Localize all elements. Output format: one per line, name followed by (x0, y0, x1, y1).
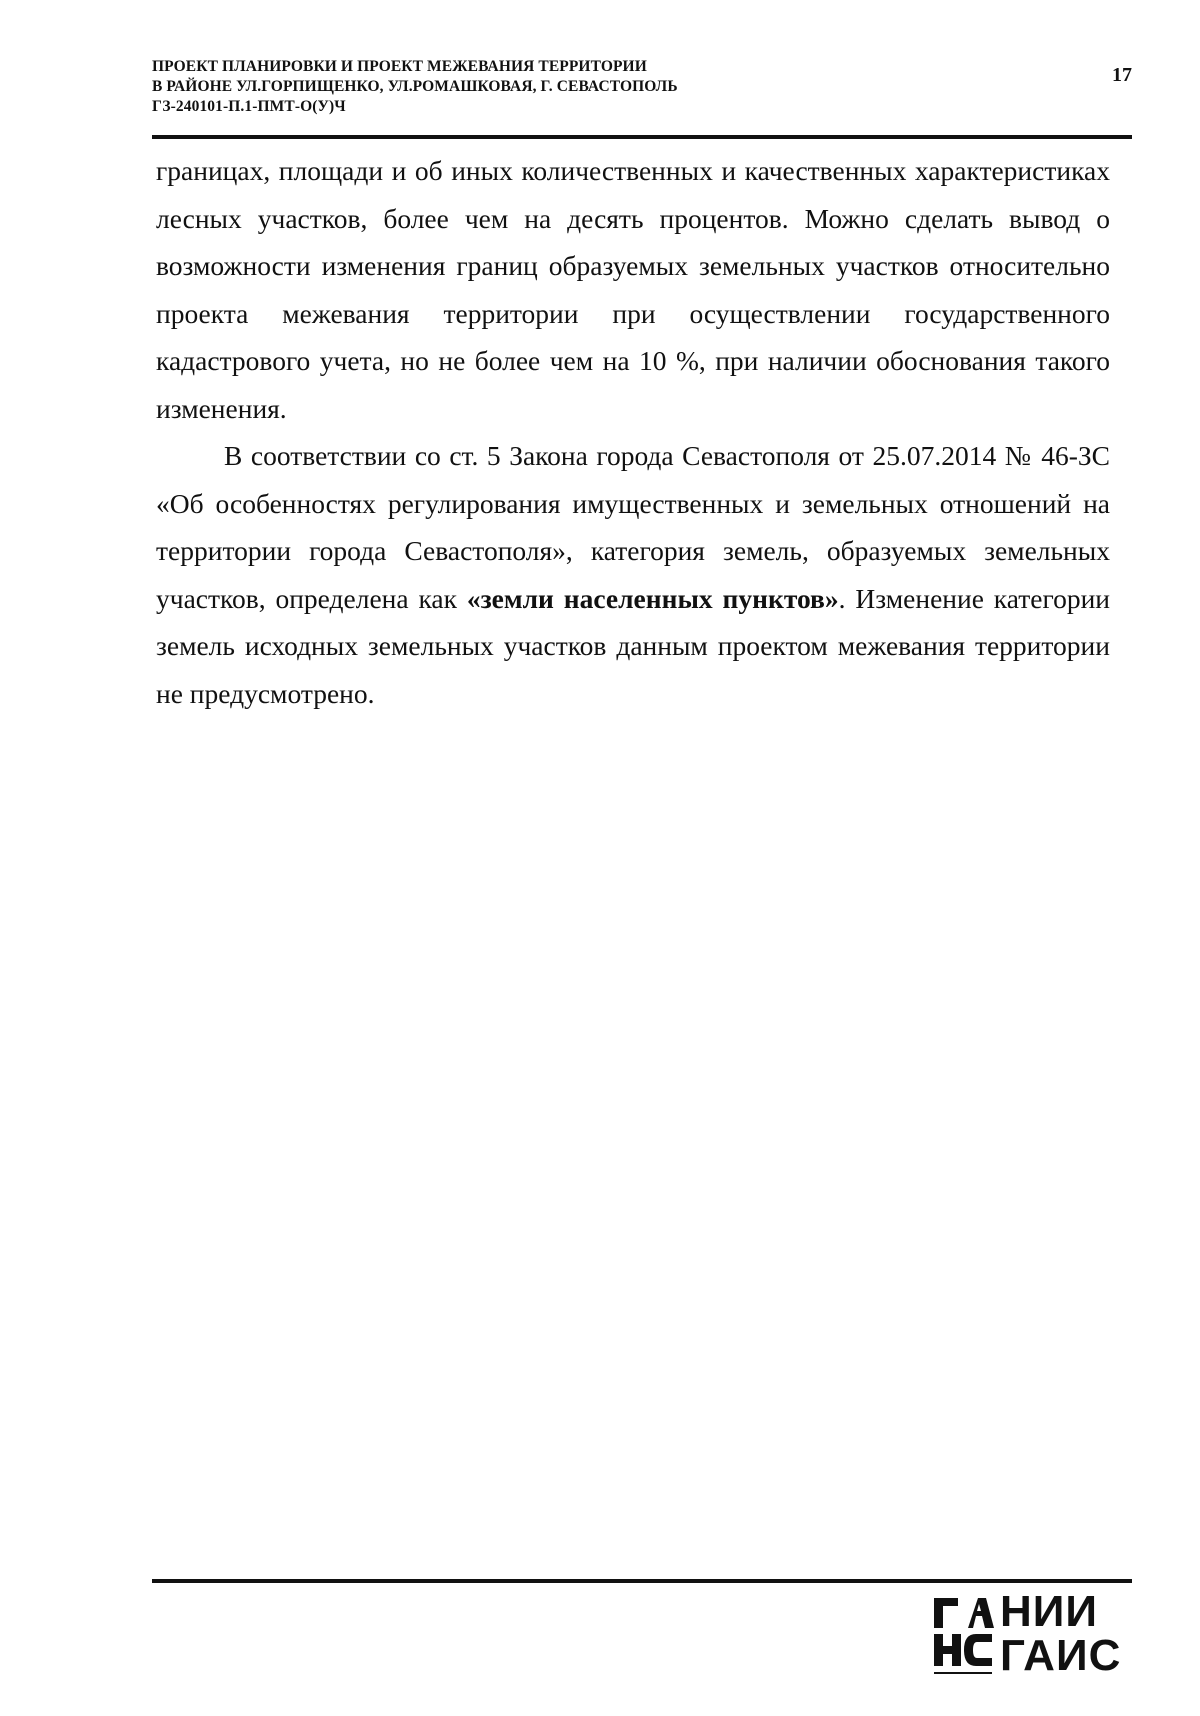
gans-logo-mark-icon (934, 1594, 994, 1680)
logo-wordmark (1000, 1587, 1122, 1680)
page-number: 17 (1112, 64, 1132, 86)
document-body (156, 147, 1110, 717)
footer-divider (152, 1579, 1132, 1583)
nii-gais-logo (934, 1587, 1122, 1684)
paragraph-2-text-start: В соответствии со ст. 5 Закона города Севастополя от 25.07.2014 № 46-ЗС «Об особенностях регулирования имущественных и земельных отношений на территории города Севастополя», категория земель, образуемых земельных участков, определена как (156, 440, 1110, 614)
paragraph-2-text-end: . Изменение категории земель исходных земельных участков данным проектом межевания территории не предусмотрено. (156, 582, 1110, 709)
logo-wordmark-line-2: ГАИС (1000, 1631, 1122, 1680)
document-header (152, 57, 1132, 117)
paragraph-2-bold-term: «земли населенных пунктов» (466, 582, 839, 614)
paragraph-1: границах, площади и об иных количественных и качественных характеристиках лесных участков, более чем на десять процентов. Можно сделать вывод о возможности изменения границ образуемых земельных участков относительно проекта межевания территории при осуществлении государственного кадастрового учета, но не более чем на 10 %, при наличии обоснования такого изменения. (156, 155, 1110, 424)
paragraph-2 (156, 432, 1110, 717)
header-document-code: ГЗ-240101-П.1-ПМТ-О(У)Ч (152, 98, 346, 115)
header-title-line-1: ПРОЕКТ ПЛАНИРОВКИ И ПРОЕКТ МЕЖЕВАНИЯ ТЕРРИТОРИИ (152, 58, 647, 75)
header-title-line-2: В РАЙОНЕ УЛ.ГОРПИЩЕНКО, УЛ.РОМАШКОВАЯ, Г. СЕВАСТОПОЛЬ (152, 78, 678, 95)
header-divider (152, 135, 1132, 139)
logo-wordmark-line-1: НИИ (1000, 1587, 1099, 1636)
